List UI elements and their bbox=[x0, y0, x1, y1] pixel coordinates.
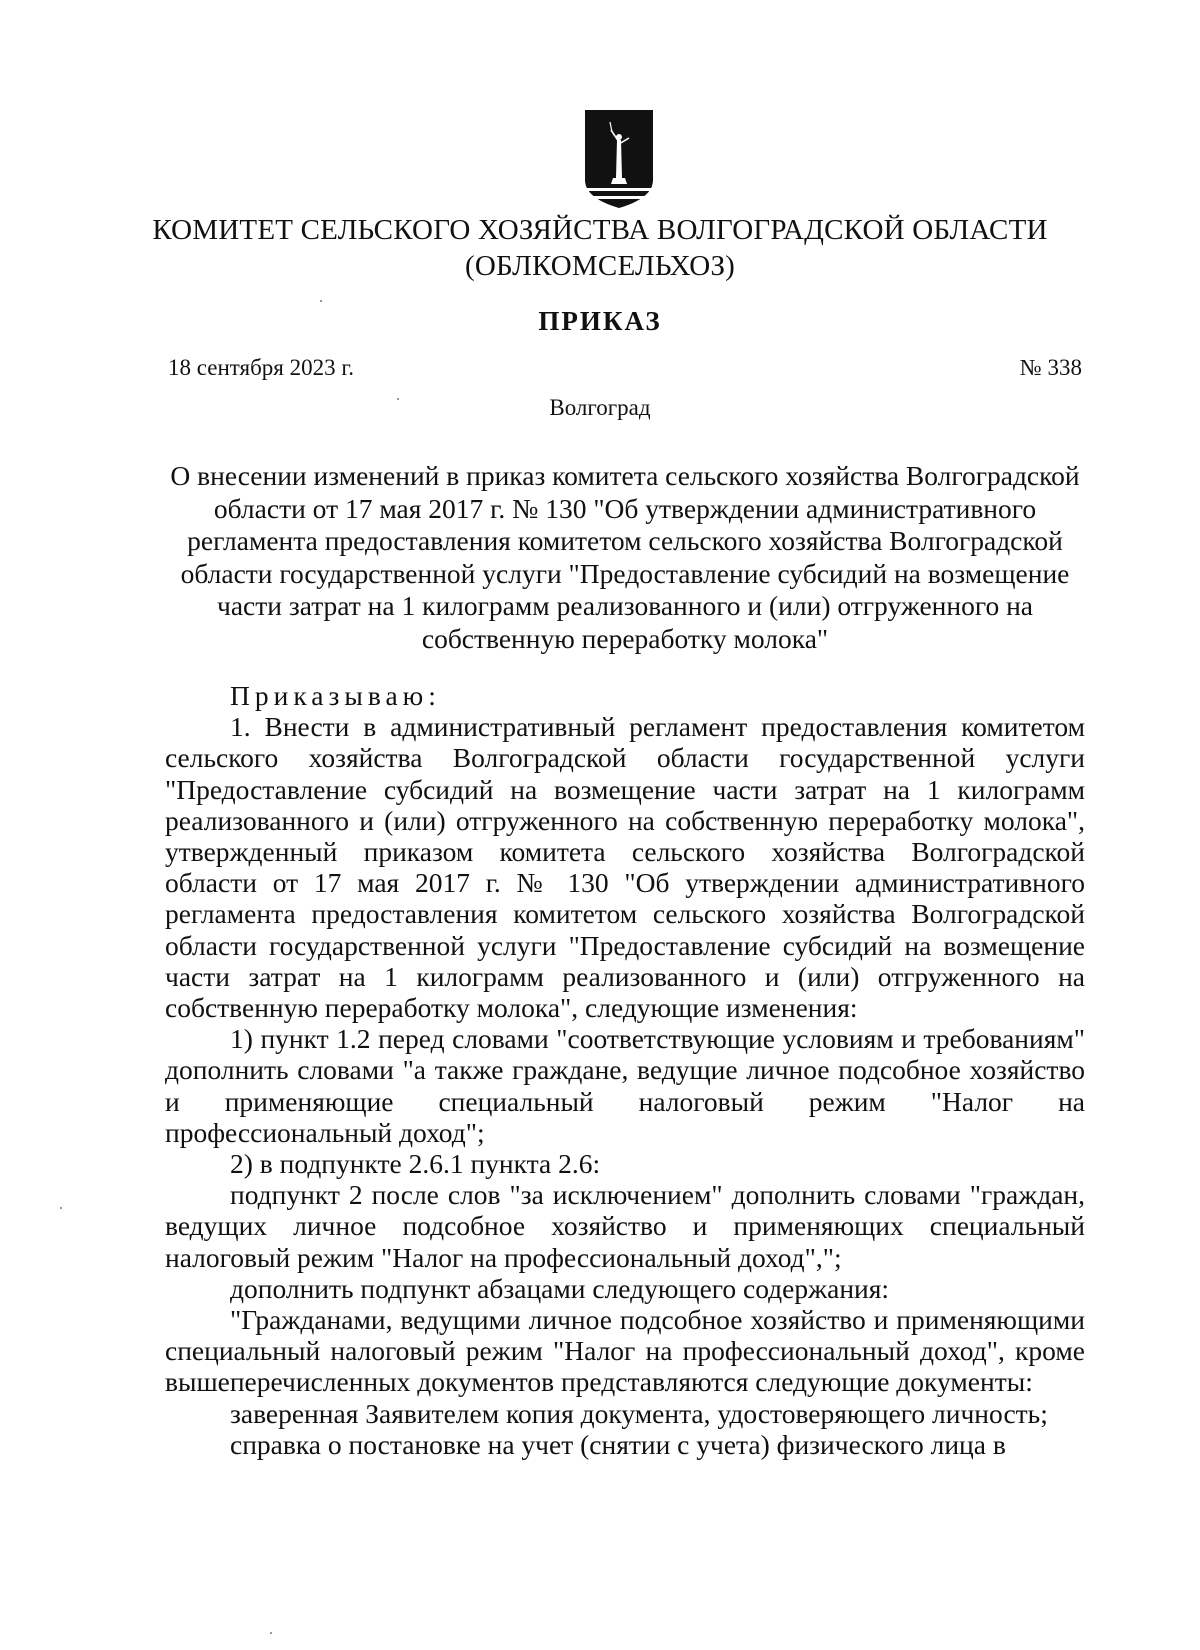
body-paragraph: подпункт 2 после слов "за исключением" дополнить словами "граждан, ведущих личное подсобное хозяйство и применяющих специальный налоговый режим "Налог на профессиональный доход","; bbox=[165, 1179, 1085, 1273]
scan-speck bbox=[60, 1207, 62, 1209]
document-body bbox=[165, 680, 1085, 1460]
scan-speck bbox=[320, 300, 322, 302]
body-paragraph: 1. Внести в административный регламент предоставления комитетом сельского хозяйства Волгоградской области государственной услуги "Предоставление субсидий на возмещение части затрат на 1 килограмм реализованного и (или) отгруженного на собственную переработку молока", утвержденный приказом комитета сельского хозяйства Волгоградской области от 17 мая 2017 г. № 130 "Об утверждении административного регламента предоставления комитетом сельского хозяйства Волгоградской области государственной услуги "Предоставление субсидий на возмещение части затрат на 1 килограмм реализованного и (или) отгруженного на собственную переработку молока", следующие изменения: bbox=[165, 711, 1085, 1024]
organization-name bbox=[0, 212, 1200, 284]
document-date: 18 сентября 2023 г. bbox=[168, 355, 354, 380]
document-subject: О внесении изменений в приказ комитета сельского хозяйства Волгоградской области от 17 мая 2017 г. № 130 "Об утверждении административного регламента предоставления комитетом сельского хозяйства Волгоградской области государственной услуги "Предоставление субсидий на возмещение части затрат на 1 килограмм реализованного и (или) отгруженного на собственную переработку молока" bbox=[170, 460, 1080, 654]
document-city: Волгоград bbox=[549, 395, 651, 420]
body-paragraph: 1) пункт 1.2 перед словами "соответствующие условиям и требованиям" дополнить словами "а также граждане, ведущие личное подсобное хозяйство и применяющие специальный налоговый режим "Налог на профессиональный доход"; bbox=[165, 1023, 1085, 1148]
body-paragraph: "Гражданами, ведущими личное подсобное хозяйство и применяющими специальный налоговый режим "Налог на профессиональный доход", кроме вышеперечисленных документов представляются следующие документы: bbox=[165, 1304, 1085, 1398]
order-word: Приказываю: bbox=[230, 680, 441, 711]
scan-speck bbox=[270, 1632, 272, 1634]
coat-of-arms-icon bbox=[581, 108, 657, 212]
body-paragraph: дополнить подпункт абзацами следующего содержания: bbox=[230, 1272, 890, 1304]
body-paragraph: 2) в подпункте 2.6.1 пункта 2.6: bbox=[230, 1148, 601, 1180]
body-paragraph: справка о постановке на учет (снятии с учета) физического лица в bbox=[230, 1428, 1006, 1460]
scan-speck bbox=[397, 398, 399, 400]
body-paragraph: заверенная Заявителем копия документа, удостоверяющего личность; bbox=[230, 1397, 1048, 1429]
document-type: ПРИКАЗ bbox=[538, 306, 662, 336]
organization-line-1: КОМИТЕТ СЕЛЬСКОГО ХОЗЯЙСТВА ВОЛГОГРАДСКОЙ ОБЛАСТИ bbox=[152, 214, 1048, 246]
document-number: № 338 bbox=[1019, 355, 1082, 380]
organization-line-2: (ОБЛКОМСЕЛЬХОЗ) bbox=[464, 250, 736, 282]
